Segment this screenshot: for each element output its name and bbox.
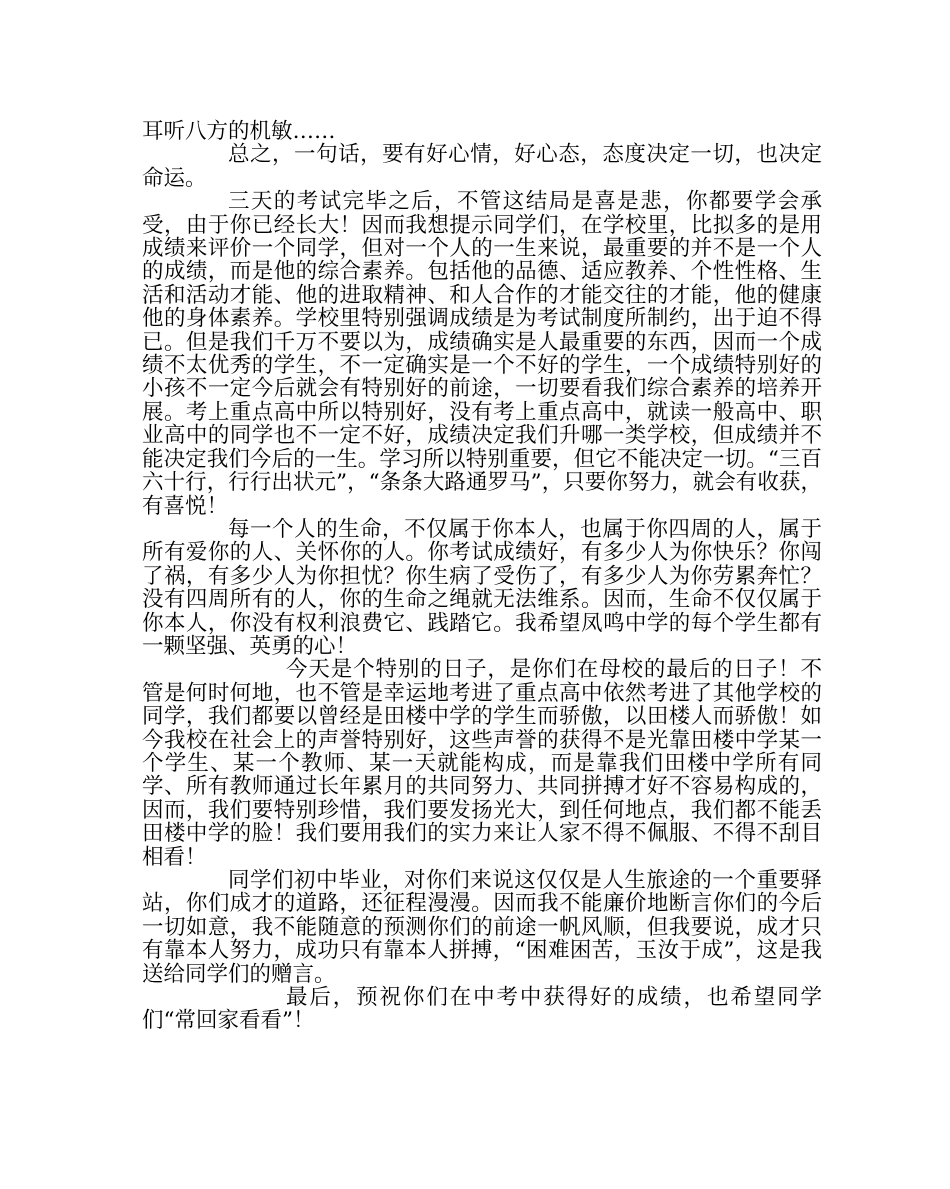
paragraph-5: 今天是个特别的日子，是你们在母校的最后的日子！不管是何时何地，也不管是幸运地考进了重点高中依然考进了其他学校的同学，我们都要以曾经是田楼中学的学生而骄傲，以田楼人而骄傲！如今我校在社会上的声誉特别好，这些声誉的获得不是光靠田楼中学某一个学生、某一个教师、某一天就能构成，而是靠我们田楼中学所有同学、所有教师通过长年累月的共同努力、共同拼搏才好不容易构成的，因而，我们要特别珍惜，我们要发扬光大，到任何地点，我们都不能丢田楼中学的脸！我们要用我们的实力来让人家不得不佩服、不得不刮目相看！ bbox=[142, 657, 822, 870]
paragraph-7: 最后，预祝你们在中考中获得好的成绩，也希望同学们“常回家看看”！ bbox=[142, 985, 822, 1034]
paragraph-6: 同学们初中毕业，对你们来说这仅仅是人生旅途的一个重要驿站，你们成才的道路，还征程漫漫。因而我不能廉价地断言你们的今后一切如意，我不能随意的预测你们的前途一帆风顺，但我要说，成才只有靠本人努力，成功只有靠本人拼搏，“困难困苦，玉汝于成”，这是我送给同学们的赠言。 bbox=[142, 868, 822, 987]
paragraph-1: 耳听八方的机敏…… bbox=[142, 119, 336, 144]
paragraph-2: 总之，一句话，要有好心情，好心态，态度决定一切，也决定命运。 bbox=[142, 142, 822, 191]
document-body bbox=[142, 120, 822, 1033]
paragraph-4: 每一个人的生命，不仅属于你本人，也属于你四周的人，属于所有爱你的人、关怀你的人。你考试成绩好，有多少人为你快乐？你闯了祸，有多少人为你担忧？你生病了受伤了，有多少人为你劳累奔忙？没有四周所有的人，你的生命之绳就无法维系。因而，生命不仅仅属于你本人，你没有权利浪费它、践踏它。我希望凤鸣中学的每个学生都有一颗坚强、英勇的心！ bbox=[142, 516, 822, 659]
paragraph-3: 三天的考试完毕之后，不管这结局是喜是悲，你都要学会承受，由于你已经长大！因而我想提示同学们，在学校里，比拟多的是用成绩来评价一个同学，但对一个人的一生来说，最重要的并不是一个人的成绩，而是他的综合素养。包括他的品德、适应教养、个性性格、生活和活动才能、他的进取精神、和人合作的才能交往的才能，他的健康他的身体素养。学校里特别强调成绩是为考试制度所制约，出于迫不得已。但是我们千万不要以为，成绩确实是人最重要的东西，因而一个成绩不太优秀的学生，不一定确实是一个不好的学生，一个成绩特别好的小孩不一定今后就会有特别好的前途，一切要看我们综合素养的培养开展。考上重点高中所以特别好，没有考上重点高中，就读一般高中、职业高中的同学也不一定不好，成绩决定我们升哪一类学校，但成绩并不能决定我们今后的一生。学习所以特别重要，但它不能决定一切。“三百六十行，行行出状元”，“条条大路通罗马”，只要你努力，就会有收获，有喜悦！ bbox=[142, 189, 822, 519]
